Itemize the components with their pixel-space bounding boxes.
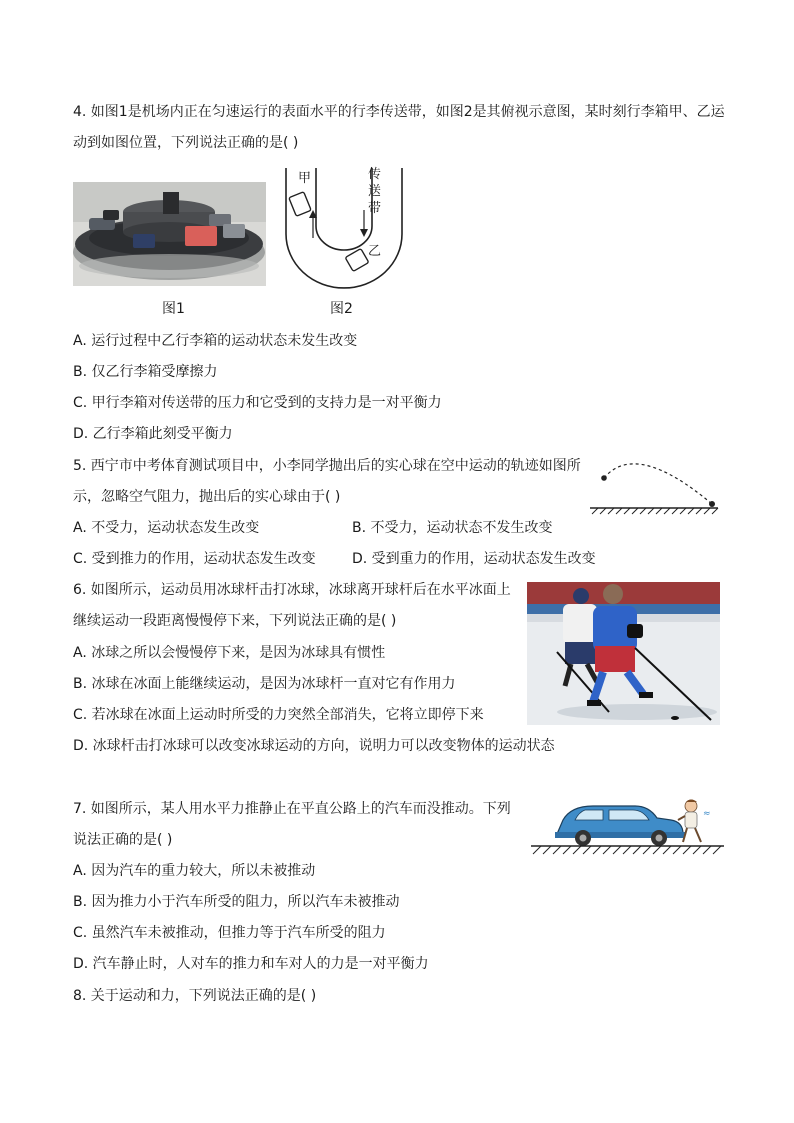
q5-stem-line1: 5. 西宁市中考体育测试项目中，小李同学抛出后的实心球在空中运动的轨迹如图所 xyxy=(73,458,581,474)
q5-trajectory-figure xyxy=(588,454,720,516)
q5-option-d: D. 受到重力的作用，运动状态发生改变 xyxy=(352,551,596,567)
q6-option-d: D. 冰球杆击打冰球可以改变冰球运动的方向，说明力可以改变物体的运动状态 xyxy=(73,738,555,754)
fig2-label-belt: 传 送 带 xyxy=(368,167,382,216)
figure-1-luggage-carousel-photo xyxy=(73,182,266,286)
q5-option-c: C. 受到推力的作用，运动状态发生改变 xyxy=(73,551,316,567)
fig2-label-jia: 甲 xyxy=(298,171,312,186)
q7-option-b: B. 因为推力小于汽车所受的阻力，所以汽车未被推动 xyxy=(73,894,400,910)
figure-2-belt-schematic xyxy=(282,166,408,290)
q4-stem-line2: 动到如图位置，下列说法正确的是( ) xyxy=(73,135,299,151)
q4-stem-line1: 4. 如图1是机场内正在匀速运行的表面水平的行李传送带，如图2是其俯视示意图，某时刻行李箱甲、乙运 xyxy=(73,104,725,120)
q5-option-a: A. 不受力，运动状态发生改变 xyxy=(73,520,260,536)
q7-option-d: D. 汽车静止时，人对车的推力和车对人的力是一对平衡力 xyxy=(73,956,429,972)
svg-text:≈: ≈ xyxy=(703,809,711,819)
q6-option-c: C. 若冰球在冰面上运动时所受的力突然全部消失，它将立即停下来 xyxy=(73,707,484,723)
fig2-caption: 图2 xyxy=(330,301,353,317)
q7-option-c: C. 虽然汽车未被推动，但推力等于汽车所受的阻力 xyxy=(73,925,386,941)
fig1-caption: 图1 xyxy=(162,301,185,317)
q6-option-a: A. 冰球之所以会慢慢停下来，是因为冰球具有惯性 xyxy=(73,645,386,661)
q6-ice-hockey-photo xyxy=(527,582,720,725)
fig2-label-yi: 乙 xyxy=(368,244,382,259)
q7-car-push-figure xyxy=(531,798,724,858)
q4-option-b: B. 仅乙行李箱受摩擦力 xyxy=(73,364,218,380)
q6-option-b: B. 冰球在冰面上能继续运动，是因为冰球杆一直对它有作用力 xyxy=(73,676,456,692)
q4-option-a: A. 运行过程中乙行李箱的运动状态未发生改变 xyxy=(73,333,358,349)
q8-stem-line1: 8. 关于运动和力，下列说法正确的是( ) xyxy=(73,988,317,1004)
q7-stem-line1: 7. 如图所示，某人用水平力推静止在平直公路上的汽车而没推动。下列 xyxy=(73,801,511,817)
q7-stem-line2: 说法正确的是( ) xyxy=(73,832,173,848)
q6-stem-line1: 6. 如图所示，运动员用冰球杆击打冰球，冰球离开球杆后在水平冰面上 xyxy=(73,582,511,598)
q6-stem-line2: 继续运动一段距离慢慢停下来，下列说法正确的是( ) xyxy=(73,613,397,629)
q5-stem-line2: 示，忽略空气阻力，抛出后的实心球由于( ) xyxy=(73,489,341,505)
q4-option-c: C. 甲行李箱对传送带的压力和它受到的支持力是一对平衡力 xyxy=(73,395,442,411)
q7-option-a: A. 因为汽车的重力较大，所以未被推动 xyxy=(73,863,316,879)
q4-option-d: D. 乙行李箱此刻受平衡力 xyxy=(73,426,233,442)
q5-option-b: B. 不受力，运动状态不发生改变 xyxy=(352,520,553,536)
